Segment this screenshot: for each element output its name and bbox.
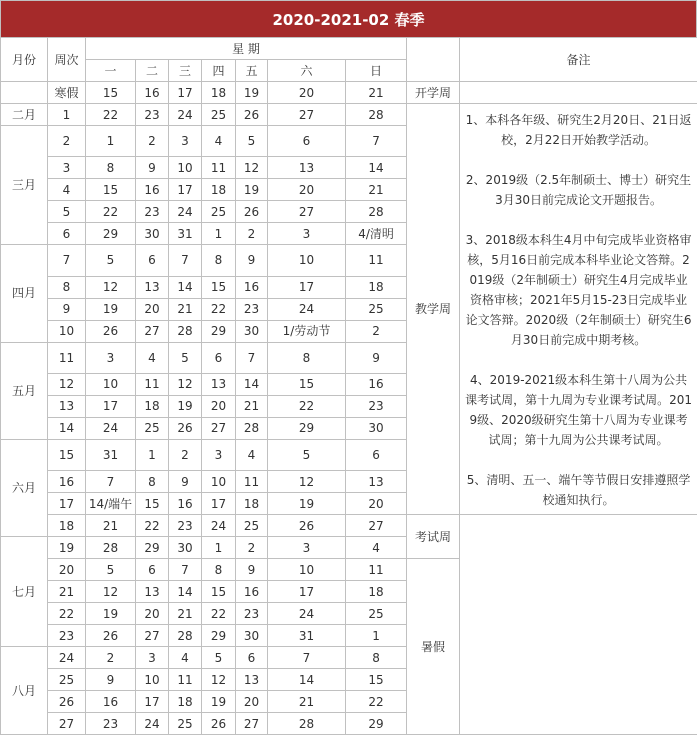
date-cell: 26 — [169, 417, 202, 439]
date-cell: 4 — [169, 647, 202, 669]
date-cell: 28 — [346, 104, 407, 126]
date-cell: 20 — [136, 298, 169, 320]
date-cell: 2 — [236, 223, 268, 245]
week-number-cell: 7 — [48, 245, 86, 276]
weekday-header: 日 — [346, 60, 407, 82]
date-cell: 30 — [346, 417, 407, 439]
date-cell: 22 — [136, 515, 169, 537]
date-cell: 21 — [86, 515, 136, 537]
date-cell: 3 — [169, 126, 202, 157]
month-cell — [1, 82, 48, 104]
date-cell: 3 — [86, 342, 136, 373]
date-cell: 21 — [169, 298, 202, 320]
date-cell: 18 — [169, 691, 202, 713]
date-cell: 9 — [346, 342, 407, 373]
weekday-header: 四 — [202, 60, 236, 82]
date-cell: 21 — [346, 82, 407, 104]
date-cell: 11 — [346, 245, 407, 276]
date-cell: 10 — [86, 373, 136, 395]
date-cell: 17 — [268, 581, 346, 603]
week-number-cell: 19 — [48, 537, 86, 559]
phase-cell-exam: 考试周 — [407, 515, 460, 559]
date-cell: 26 — [86, 625, 136, 647]
week-number-cell: 10 — [48, 320, 86, 342]
weekday-header: 五 — [236, 60, 268, 82]
date-cell: 14 — [268, 669, 346, 691]
date-cell: 19 — [169, 395, 202, 417]
calendar-row — [1, 515, 697, 537]
date-cell: 3 — [136, 647, 169, 669]
date-cell: 17 — [268, 276, 346, 298]
date-cell: 29 — [346, 713, 407, 735]
date-cell: 15 — [202, 276, 236, 298]
date-cell: 20 — [202, 395, 236, 417]
date-cell: 12 — [236, 157, 268, 179]
week-number-cell: 11 — [48, 342, 86, 373]
date-cell: 1 — [202, 537, 236, 559]
date-cell: 2 — [169, 439, 202, 470]
date-cell: 26 — [236, 104, 268, 126]
date-cell: 9 — [236, 245, 268, 276]
date-cell: 24 — [268, 603, 346, 625]
weekday-header: 一 — [86, 60, 136, 82]
date-cell: 29 — [268, 417, 346, 439]
date-cell: 29 — [86, 223, 136, 245]
date-cell: 24 — [136, 713, 169, 735]
date-cell: 25 — [346, 298, 407, 320]
week-number-cell: 8 — [48, 276, 86, 298]
date-cell: 2 — [86, 647, 136, 669]
date-cell: 15 — [86, 82, 136, 104]
date-cell: 12 — [169, 373, 202, 395]
date-cell: 6 — [136, 245, 169, 276]
date-cell: 23 — [86, 713, 136, 735]
date-cell: 25 — [136, 417, 169, 439]
date-cell: 27 — [136, 625, 169, 647]
week-number-cell: 6 — [48, 223, 86, 245]
date-cell: 10 — [202, 471, 236, 493]
date-cell: 25 — [169, 713, 202, 735]
date-cell: 14 — [346, 157, 407, 179]
date-cell: 9 — [86, 669, 136, 691]
date-cell: 22 — [202, 603, 236, 625]
date-cell: 6 — [346, 439, 407, 470]
weekday-header: 六 — [268, 60, 346, 82]
weekday-group-header: 星 期 — [86, 38, 407, 60]
date-cell: 2 — [236, 537, 268, 559]
date-cell: 29 — [136, 537, 169, 559]
week-number-cell: 17 — [48, 493, 86, 515]
date-cell: 30 — [136, 223, 169, 245]
date-cell: 26 — [268, 515, 346, 537]
date-cell: 8 — [346, 647, 407, 669]
date-cell: 5 — [169, 342, 202, 373]
date-cell: 23 — [236, 603, 268, 625]
phase-cell-opening: 开学周 — [407, 82, 460, 104]
date-cell: 16 — [86, 691, 136, 713]
date-cell: 4 — [202, 126, 236, 157]
calendar-title: 2020-2021-02 春季 — [0, 0, 697, 37]
notes-cell — [460, 104, 697, 515]
week-number-cell: 18 — [48, 515, 86, 537]
date-cell: 7 — [169, 559, 202, 581]
date-cell: 22 — [346, 691, 407, 713]
date-cell: 24 — [169, 201, 202, 223]
date-cell: 13 — [136, 276, 169, 298]
week-number-cell: 26 — [48, 691, 86, 713]
date-cell: 15 — [136, 493, 169, 515]
week-number-cell: 13 — [48, 395, 86, 417]
week-number-cell: 15 — [48, 439, 86, 470]
date-cell: 25 — [346, 603, 407, 625]
date-cell: 24 — [86, 417, 136, 439]
week-number-cell: 27 — [48, 713, 86, 735]
date-cell: 10 — [136, 669, 169, 691]
date-cell: 3 — [202, 439, 236, 470]
week-number-cell: 23 — [48, 625, 86, 647]
date-cell: 15 — [346, 669, 407, 691]
date-cell: 9 — [136, 157, 169, 179]
date-cell: 22 — [268, 395, 346, 417]
date-cell: 14/端午 — [86, 493, 136, 515]
date-cell: 4/清明 — [346, 223, 407, 245]
date-cell: 5 — [86, 245, 136, 276]
phase-cell-vacation: 暑假 — [407, 559, 460, 735]
date-cell: 6 — [268, 126, 346, 157]
month-cell: 四月 — [1, 245, 48, 342]
date-cell: 12 — [202, 669, 236, 691]
week-number-cell: 16 — [48, 471, 86, 493]
date-cell: 22 — [86, 104, 136, 126]
date-cell: 16 — [136, 82, 169, 104]
date-cell: 29 — [202, 320, 236, 342]
date-cell: 24 — [202, 515, 236, 537]
date-cell: 17 — [169, 82, 202, 104]
date-cell: 23 — [236, 298, 268, 320]
date-cell: 16 — [136, 179, 169, 201]
date-cell: 8 — [136, 471, 169, 493]
date-cell: 1 — [136, 439, 169, 470]
date-cell: 31 — [169, 223, 202, 245]
date-cell: 11 — [236, 471, 268, 493]
date-cell: 16 — [169, 493, 202, 515]
date-cell: 14 — [169, 276, 202, 298]
week-number-cell: 2 — [48, 126, 86, 157]
date-cell: 18 — [136, 395, 169, 417]
date-cell: 8 — [86, 157, 136, 179]
week-number-cell: 21 — [48, 581, 86, 603]
date-cell: 20 — [136, 603, 169, 625]
date-cell: 31 — [86, 439, 136, 470]
week-number-cell: 25 — [48, 669, 86, 691]
date-cell: 16 — [346, 373, 407, 395]
date-cell: 15 — [202, 581, 236, 603]
week-number-cell: 4 — [48, 179, 86, 201]
date-cell: 15 — [268, 373, 346, 395]
date-cell: 28 — [86, 537, 136, 559]
date-cell: 19 — [236, 82, 268, 104]
week-number-cell: 14 — [48, 417, 86, 439]
date-cell: 1 — [346, 625, 407, 647]
date-cell: 1 — [202, 223, 236, 245]
date-cell: 23 — [136, 201, 169, 223]
date-cell: 22 — [86, 201, 136, 223]
date-cell: 2 — [346, 320, 407, 342]
week-number-cell: 寒假 — [48, 82, 86, 104]
date-cell: 19 — [268, 493, 346, 515]
date-cell: 26 — [202, 713, 236, 735]
date-cell: 27 — [268, 104, 346, 126]
date-cell: 28 — [169, 625, 202, 647]
date-cell: 4 — [136, 342, 169, 373]
date-cell: 21 — [169, 603, 202, 625]
date-cell: 21 — [268, 691, 346, 713]
note-item: 3、2018级本科生4月中旬完成毕业资格审核，5月16日前完成本科毕业论文答辩。2019级（2年制硕士）研究生4月完成毕业资格审核；2021年5月15-23日完成毕业论文答辩。2020级（2年制硕士）研究生6月30日前完成中期考核。 — [464, 230, 693, 350]
notes-header: 备注 — [460, 38, 697, 82]
date-cell: 2 — [136, 126, 169, 157]
date-cell: 27 — [268, 201, 346, 223]
note-item: 4、2019-2021级本科生第十八周为公共课考试周，第十九周为专业课考试周。2019级、2020级研究生第十八周为专业课考试周；第十九周为公共课考试周。 — [464, 370, 693, 450]
date-cell: 6 — [236, 647, 268, 669]
date-cell: 28 — [236, 417, 268, 439]
date-cell: 13 — [268, 157, 346, 179]
month-cell: 五月 — [1, 342, 48, 439]
date-cell: 18 — [202, 82, 236, 104]
date-cell: 14 — [236, 373, 268, 395]
date-cell: 6 — [136, 559, 169, 581]
week-number-cell: 12 — [48, 373, 86, 395]
date-cell: 27 — [346, 515, 407, 537]
date-cell: 19 — [86, 603, 136, 625]
calendar-row — [1, 82, 697, 104]
date-cell: 1/劳动节 — [268, 320, 346, 342]
date-cell: 17 — [136, 691, 169, 713]
weekday-header: 二 — [136, 60, 169, 82]
date-cell: 19 — [202, 691, 236, 713]
date-cell: 3 — [268, 223, 346, 245]
date-cell: 16 — [236, 581, 268, 603]
school-calendar-table — [0, 37, 697, 735]
date-cell: 11 — [202, 157, 236, 179]
date-cell: 26 — [236, 201, 268, 223]
date-cell: 25 — [202, 104, 236, 126]
date-cell: 5 — [202, 647, 236, 669]
date-cell: 25 — [236, 515, 268, 537]
date-cell: 13 — [136, 581, 169, 603]
week-number-cell: 22 — [48, 603, 86, 625]
date-cell: 26 — [86, 320, 136, 342]
week-number-cell: 24 — [48, 647, 86, 669]
week-number-cell: 3 — [48, 157, 86, 179]
date-cell: 23 — [169, 515, 202, 537]
date-cell: 13 — [236, 669, 268, 691]
week-header: 周次 — [48, 38, 86, 82]
date-cell: 20 — [268, 82, 346, 104]
date-cell: 18 — [202, 179, 236, 201]
date-cell: 8 — [268, 342, 346, 373]
week-number-cell: 9 — [48, 298, 86, 320]
date-cell: 3 — [268, 537, 346, 559]
week-number-cell: 5 — [48, 201, 86, 223]
date-cell: 30 — [236, 320, 268, 342]
note-item: 5、清明、五一、端午等节假日安排遵照学校通知执行。 — [464, 470, 693, 510]
date-cell: 13 — [202, 373, 236, 395]
date-cell: 9 — [236, 559, 268, 581]
date-cell: 18 — [346, 581, 407, 603]
month-cell: 七月 — [1, 537, 48, 647]
date-cell: 31 — [268, 625, 346, 647]
date-cell: 11 — [169, 669, 202, 691]
date-cell: 7 — [346, 126, 407, 157]
date-cell: 16 — [236, 276, 268, 298]
date-cell: 22 — [202, 298, 236, 320]
date-cell: 12 — [86, 276, 136, 298]
notes-empty-cell — [460, 515, 697, 735]
date-cell: 7 — [268, 647, 346, 669]
date-cell: 23 — [136, 104, 169, 126]
month-header: 月份 — [1, 38, 48, 82]
date-cell: 8 — [202, 559, 236, 581]
date-cell: 11 — [136, 373, 169, 395]
date-cell: 1 — [86, 126, 136, 157]
date-cell: 18 — [236, 493, 268, 515]
month-cell: 八月 — [1, 647, 48, 735]
date-cell: 6 — [202, 342, 236, 373]
date-cell: 23 — [346, 395, 407, 417]
date-cell: 20 — [236, 691, 268, 713]
date-cell: 20 — [346, 493, 407, 515]
phase-cell-teaching: 教学周 — [407, 104, 460, 515]
date-cell: 7 — [236, 342, 268, 373]
date-cell: 17 — [86, 395, 136, 417]
date-cell: 8 — [202, 245, 236, 276]
date-cell: 20 — [268, 179, 346, 201]
date-cell: 5 — [86, 559, 136, 581]
date-cell: 21 — [346, 179, 407, 201]
calendar-row — [1, 104, 697, 126]
note-item: 2、2019级（2.5年制硕士、博士）研究生3月30日前完成论文开题报告。 — [464, 170, 693, 210]
date-cell: 11 — [346, 559, 407, 581]
date-cell: 28 — [346, 201, 407, 223]
date-cell: 10 — [268, 559, 346, 581]
date-cell: 9 — [169, 471, 202, 493]
note-item: 1、本科各年级、研究生2月20日、21日返校，2月22日开始教学活动。 — [464, 110, 693, 150]
date-cell: 30 — [236, 625, 268, 647]
week-number-cell: 1 — [48, 104, 86, 126]
month-cell: 六月 — [1, 439, 48, 536]
date-cell: 13 — [346, 471, 407, 493]
month-cell: 二月 — [1, 104, 48, 126]
date-cell: 17 — [169, 179, 202, 201]
date-cell: 4 — [346, 537, 407, 559]
date-cell: 7 — [86, 471, 136, 493]
date-cell: 15 — [86, 179, 136, 201]
date-cell: 14 — [169, 581, 202, 603]
notes-empty-cell — [460, 82, 697, 104]
date-cell: 17 — [202, 493, 236, 515]
date-cell: 12 — [268, 471, 346, 493]
date-cell: 18 — [346, 276, 407, 298]
date-cell: 19 — [86, 298, 136, 320]
date-cell: 27 — [202, 417, 236, 439]
date-cell: 27 — [236, 713, 268, 735]
date-cell: 12 — [86, 581, 136, 603]
date-cell: 21 — [236, 395, 268, 417]
date-cell: 5 — [236, 126, 268, 157]
weekday-header: 三 — [169, 60, 202, 82]
date-cell: 24 — [268, 298, 346, 320]
date-cell: 30 — [169, 537, 202, 559]
date-cell: 7 — [169, 245, 202, 276]
month-cell: 三月 — [1, 126, 48, 245]
date-cell: 28 — [268, 713, 346, 735]
date-cell: 27 — [136, 320, 169, 342]
date-cell: 25 — [202, 201, 236, 223]
date-cell: 29 — [202, 625, 236, 647]
date-cell: 24 — [169, 104, 202, 126]
date-cell: 5 — [268, 439, 346, 470]
date-cell: 10 — [268, 245, 346, 276]
date-cell: 19 — [236, 179, 268, 201]
date-cell: 4 — [236, 439, 268, 470]
date-cell: 10 — [169, 157, 202, 179]
phase-header — [407, 38, 460, 82]
date-cell: 28 — [169, 320, 202, 342]
week-number-cell: 20 — [48, 559, 86, 581]
